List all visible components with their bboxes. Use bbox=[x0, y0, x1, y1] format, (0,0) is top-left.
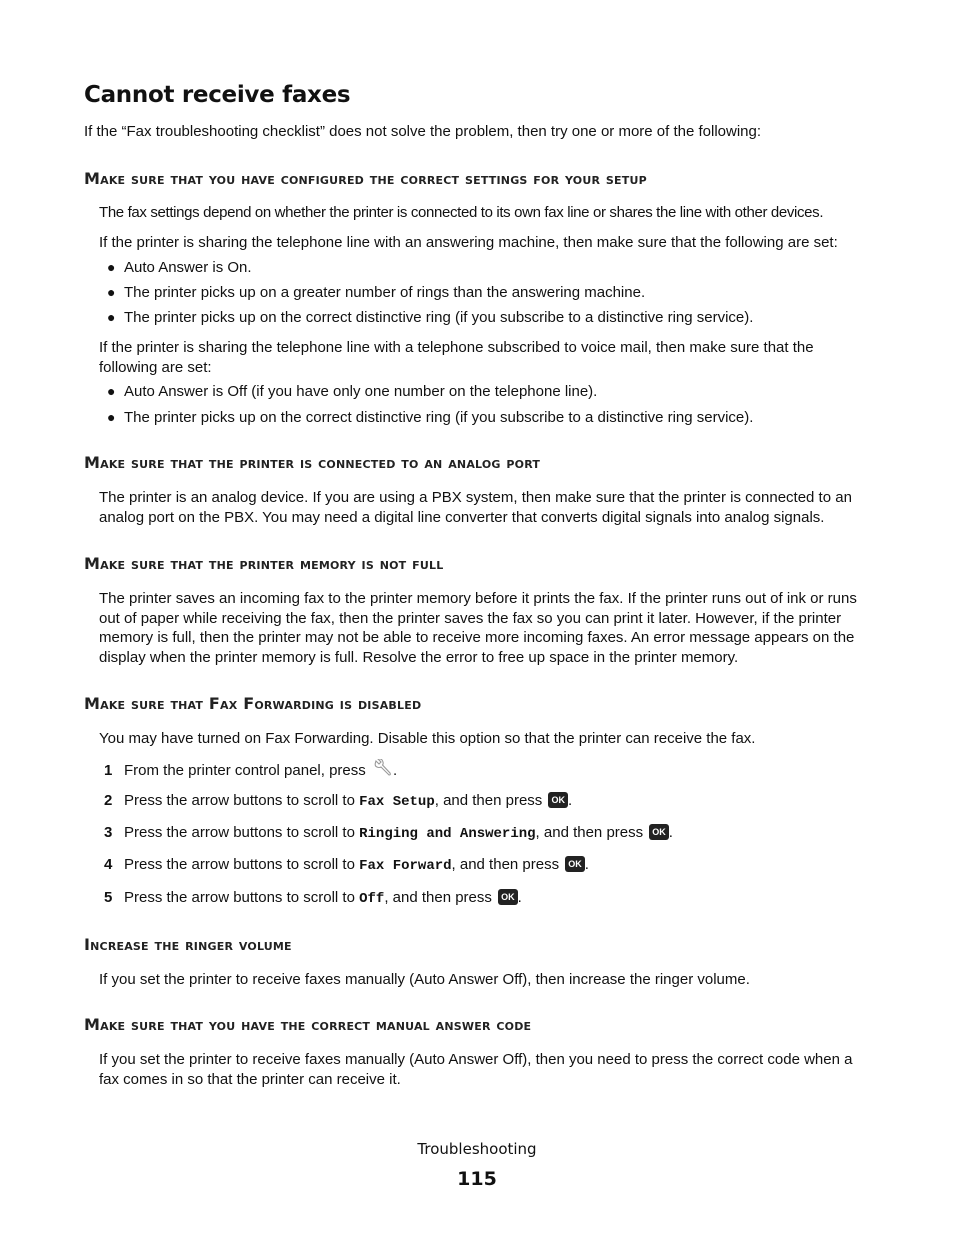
fax-forwarding-paragraph: You may have turned on Fax Forwarding. Disable this option so that the printer can receive the fax. bbox=[99, 730, 756, 747]
wrench-icon bbox=[373, 759, 393, 783]
settings-paragraph-2: If the printer is sharing the telephone line with an answering machine, then make sure that the following are set: bbox=[99, 234, 838, 251]
step-4: 4 Press the arrow buttons to scroll to Fax Forward, and then press OK . bbox=[104, 856, 589, 874]
ok-button-icon: OK bbox=[498, 889, 518, 905]
ok-button-icon: OK bbox=[548, 792, 568, 808]
step-1: 1 From the printer control panel, press . bbox=[104, 759, 397, 783]
section-heading-settings: Make sure that you have configured the correct settings for your setup bbox=[84, 169, 647, 188]
document-page: Cannot receive faxes If the “Fax troubleshooting checklist” does not solve the problem, then try one or more of the following: Make sure that you have configured the correct settings for your setup The fax settings depend on whether the printer is connected to its own fax line or shares the line with other devices. If the printer is sharing the telephone line with an answering machine, then make sure that the following are set: ● Auto Answer is On. ● The printer picks up on a greater number of rings than the answering machine. ● The printer picks up on the correct distinctive ring (if you subscribe to a distinctive ring service). If the printer is sharing the telephone line with a telephone subscribed to voice mail, then make sure that the following are set: ● Auto Answer is Off (if you have only one number on the telephone line). ● The printer picks up on the correct distinctive ring (if you subscribe to a distinctive ring service). Make sure that the printer is connected to an analog port The printer is an analog device. If you are using a PBX system, then make sure that the printer is connected to an analog port on the PBX. You may need a digital line converter that converts digital signals into analog signals. Make sure that the printer memory is not full The printer saves an incoming fax to the printer memory before it prints the fax. If the printer runs out of ink or runs out of paper while receiving the fax, then the printer saves the fax so you can print it later. However, if the printer memory is full, then the printer may not be able to receive more incoming faxes. An error message appears on the display when the printer memory is full. Resolve the error to free up space in the printer memory. Make sure that Fax Forwarding is disabled You may have turned on Fax Forwarding. Disable this option so that the printer can receive the fax. 1 From the printer control panel, press . 2 Press the arrow buttons to scroll to Fax Setup, and then press OK . 3 Press the arrow buttons to scroll to Ringing and Answering, and then press OK . 4 Press the arrow buttons to scroll to Fax Forward, and then press OK . 5 Press the arrow buttons to scroll to Off, and then press OK . Increase the ringer volume If you set the printer to receive faxes manually (Auto Answer Off), then increase the ringer volume. Make sure that you have the correct manual answer code If you set the printer to receive faxes manually (Auto Answer Off), then you need to press the correct code when a fax comes in so that the printer can receive it. Troubleshooting 115 bbox=[0, 0, 954, 1235]
page-number: 115 bbox=[457, 1168, 497, 1190]
step-3: 3 Press the arrow buttons to scroll to Ringing and Answering, and then press OK . bbox=[104, 824, 673, 842]
bullet-icon: ● bbox=[107, 309, 116, 325]
ok-button-icon: OK bbox=[649, 824, 669, 840]
settings-paragraph-3: If the printer is sharing the telephone line with a telephone subscribed to voice mail, then make sure that the following are set: bbox=[99, 339, 814, 376]
answer-code-paragraph: If you set the printer to receive faxes manually (Auto Answer Off), then you need to press the correct code when a fax comes in so that the printer can receive it. bbox=[99, 1051, 853, 1088]
memory-paragraph: The printer saves an incoming fax to the printer memory before it prints the fax. If the printer runs out of ink or runs out of paper while receiving the fax, then the printer saves the fax so you can print it later. However, if the printer memory is full, then the printer may not be able to receive more incoming faxes. An error message appears on the display when the printer memory is full. Resolve the error to free up space in the printer memory. bbox=[99, 590, 857, 666]
bullet-icon: ● bbox=[107, 383, 116, 399]
footer-section-name: Troubleshooting bbox=[417, 1140, 537, 1158]
settings-paragraph-1: The fax settings depend on whether the printer is connected to its own fax line or shares the line with other devices. bbox=[99, 204, 824, 221]
bullet-icon: ● bbox=[107, 409, 116, 425]
ok-button-icon: OK bbox=[565, 856, 585, 872]
analog-port-paragraph: The printer is an analog device. If you are using a PBX system, then make sure that the printer is connected to an analog port on the PBX. You may need a digital line converter that converts digital signals into analog signals. bbox=[99, 489, 852, 526]
step-2: 2 Press the arrow buttons to scroll to Fax Setup, and then press OK . bbox=[104, 792, 573, 810]
section-heading-fax-forwarding: Make sure that Fax Forwarding is disabled bbox=[84, 694, 422, 713]
step-5: 5 Press the arrow buttons to scroll to Off, and then press OK . bbox=[104, 889, 522, 907]
bullet-icon: ● bbox=[107, 284, 116, 300]
page-title: Cannot receive faxes bbox=[84, 82, 351, 108]
bullet-icon: ● bbox=[107, 259, 116, 275]
section-heading-ringer-volume: Increase the ringer volume bbox=[84, 935, 292, 954]
intro-paragraph: If the “Fax troubleshooting checklist” does not solve the problem, then try one or more of the following: bbox=[84, 123, 762, 140]
ringer-volume-paragraph: If you set the printer to receive faxes manually (Auto Answer Off), then increase the ringer volume. bbox=[99, 971, 750, 988]
section-heading-analog-port: Make sure that the printer is connected to an analog port bbox=[84, 453, 541, 472]
section-heading-memory: Make sure that the printer memory is not full bbox=[84, 554, 444, 573]
section-heading-answer-code: Make sure that you have the correct manual answer code bbox=[84, 1015, 532, 1034]
